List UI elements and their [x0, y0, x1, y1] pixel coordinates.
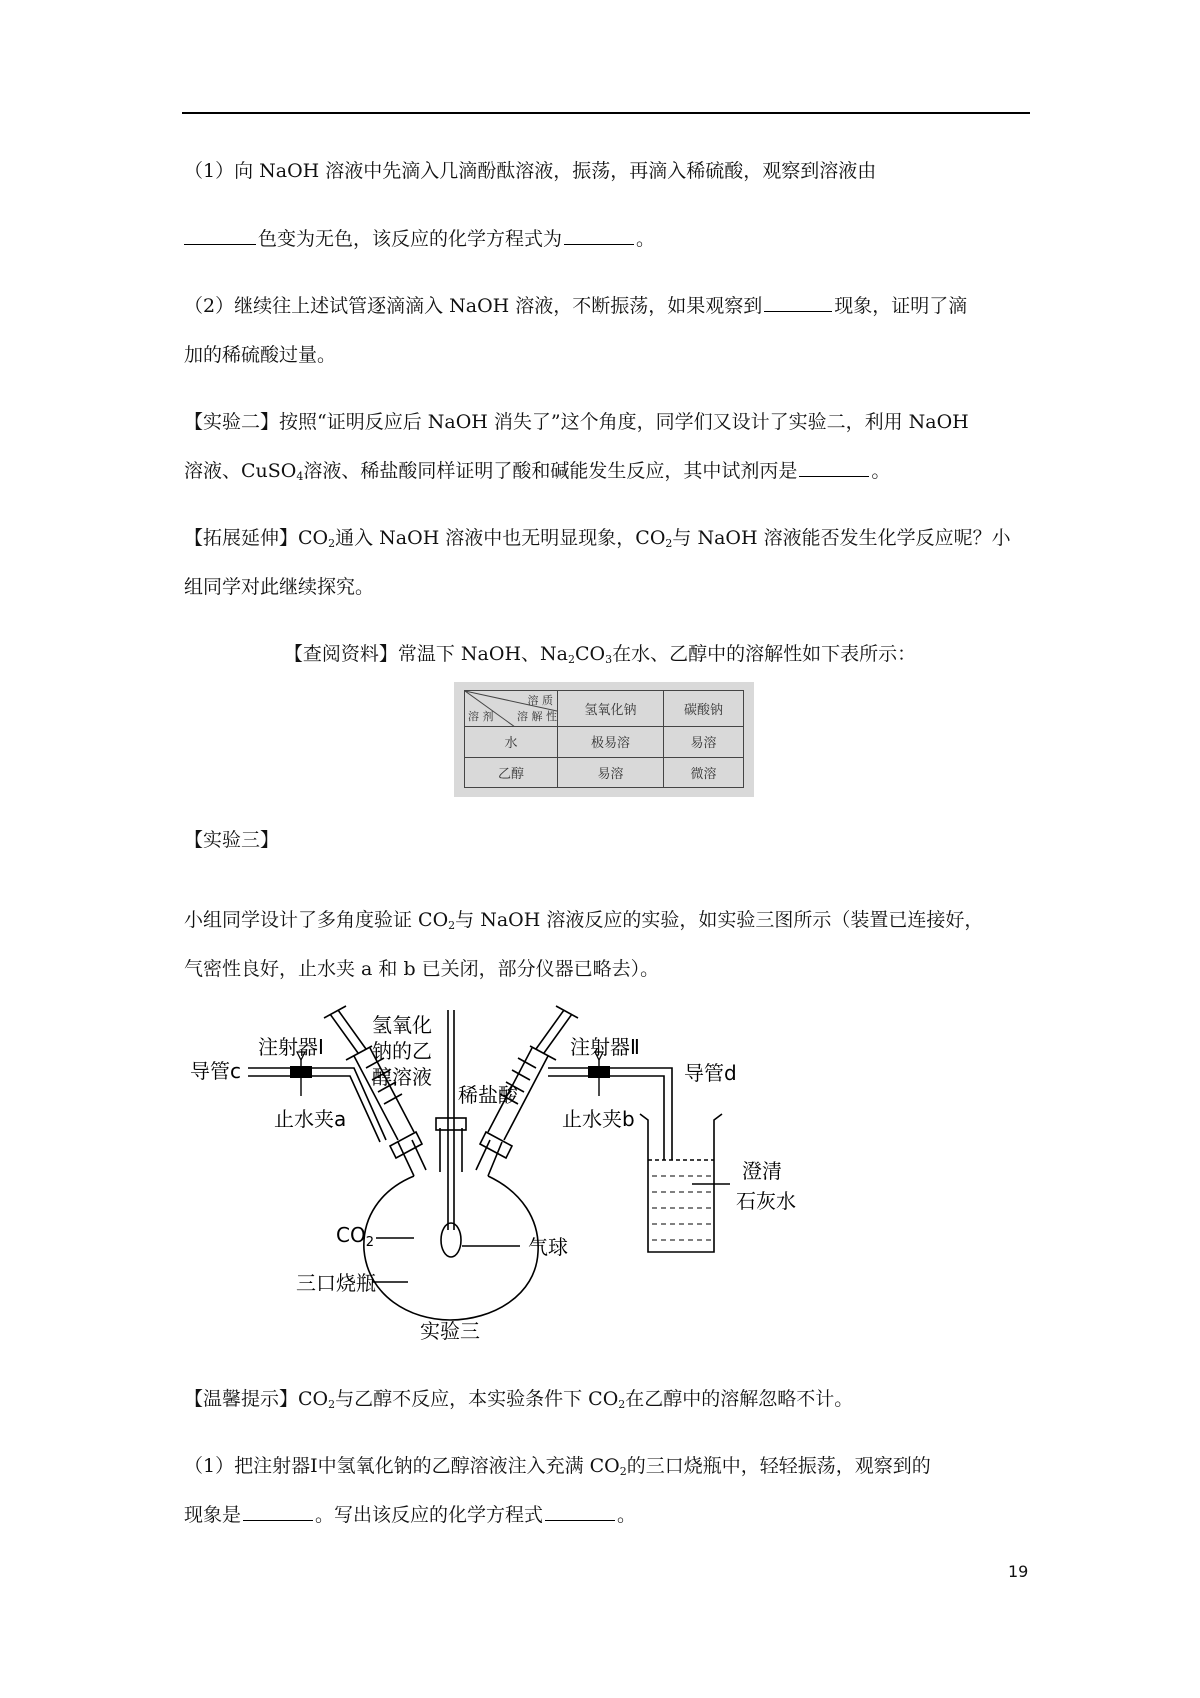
exp3-line1 — [184, 907, 983, 939]
table-cell: 易溶 — [663, 727, 743, 758]
table-cell: 微溶 — [663, 757, 743, 788]
label-balloon: 气球 — [528, 1235, 568, 1259]
answer-blank[interactable] — [799, 458, 869, 477]
lookup-text-c: 在水、乙醇中的溶解性如下表所示： — [612, 643, 917, 665]
left-stopper — [390, 1132, 422, 1158]
subscript: 2 — [567, 653, 575, 666]
exp2-line1 — [184, 409, 969, 435]
table-cell: 水 — [465, 727, 558, 758]
table-cell: 极易溶 — [558, 727, 664, 758]
subscript: 2 — [618, 1398, 626, 1411]
q3-line2 — [184, 1502, 636, 1528]
exp2-line2 — [184, 458, 890, 490]
co2-subscript: 2 — [365, 1235, 374, 1250]
answer-blank[interactable] — [564, 226, 634, 245]
subscript: 2 — [328, 537, 336, 550]
subscript: 2 — [328, 1398, 336, 1411]
beaker — [640, 1114, 722, 1252]
q1-line1 — [184, 158, 876, 184]
exp3-text-b: 与 NaOH 溶液反应的实验，如实验三图所示（装置已连接好， — [455, 909, 984, 931]
label-limewater-1: 澄清 — [742, 1159, 782, 1183]
q1-line2 — [184, 226, 655, 252]
subscript: 3 — [605, 653, 613, 666]
q2-text: （2）继续往上述试管逐滴滴入 NaOH 溶液，不断振荡，如果观察到 — [184, 295, 763, 317]
label-co2 — [336, 1223, 374, 1250]
header-rule — [182, 112, 1030, 114]
answer-blank[interactable] — [545, 1502, 615, 1521]
extend-line1 — [184, 525, 1011, 557]
exp3-title — [184, 827, 279, 853]
table-cell: 易溶 — [558, 757, 664, 788]
tip-text-b: 与乙醇不反应，本实验条件下 CO — [335, 1388, 619, 1410]
label-solution-3: 醇溶液 — [372, 1065, 432, 1089]
q3-text-a: （1）把注射器Ⅰ中氢氧化钠的乙醇溶液注入充满 CO — [184, 1455, 620, 1477]
table-header-na2co3: 碳酸钠 — [663, 691, 743, 727]
middle-tube — [448, 1010, 454, 1230]
tip-text-c: 在乙醇中的溶解忽略不计。 — [625, 1388, 854, 1410]
corner-solute: 溶 质 — [527, 694, 553, 707]
q1-text-2: 色变为无色，该反应的化学方程式为 — [258, 228, 563, 250]
q3-text-d: 。写出该反应的化学方程式 — [315, 1504, 544, 1526]
label-tube-c: 导管c — [190, 1059, 241, 1083]
extend-line2 — [184, 574, 374, 600]
label-solution-1: 氢氧化 — [372, 1013, 432, 1037]
corner-solvent: 溶 剂 — [468, 710, 494, 723]
subscript: 2 — [448, 919, 456, 932]
subscript: 2 — [665, 537, 673, 550]
page-number: 19 — [1008, 1562, 1029, 1581]
table-cell: 乙醇 — [465, 757, 558, 788]
exp2-end: 。 — [871, 460, 891, 482]
answer-blank[interactable] — [184, 226, 256, 245]
q3-end: 。 — [617, 1504, 637, 1526]
label-flask: 三口烧瓶 — [296, 1271, 376, 1295]
flask-middle-neck — [440, 1128, 462, 1172]
co2-text: CO — [336, 1223, 366, 1247]
apparatus-diagram — [0, 1000, 1200, 1360]
exp3-title-text: 【实验三】 — [184, 829, 280, 851]
label-solution-2: 钠的乙 — [372, 1039, 432, 1063]
answer-blank[interactable] — [243, 1502, 313, 1521]
label-limewater-2: 石灰水 — [736, 1189, 796, 1213]
flask-left-neck — [398, 1140, 426, 1176]
limewater — [652, 1176, 712, 1240]
balloon — [441, 1223, 461, 1257]
exp2-text: 【实验二】按照“证明反应后 NaOH 消失了”这个角度，同学们又设计了实验二，利用 NaOH — [184, 411, 969, 433]
label-clamp-a: 止水夹a — [274, 1107, 347, 1131]
q2-line1 — [184, 293, 967, 319]
q2-text-2: 加的稀硫酸过量。 — [184, 344, 337, 366]
diagram-caption: 实验三 — [420, 1319, 480, 1343]
corner-solubility: 溶 解 性 — [517, 710, 557, 723]
lookup-text-b: CO — [574, 643, 606, 665]
answer-blank[interactable] — [764, 293, 832, 312]
q3-text-b: 的三口烧瓶中，轻轻振荡，观察到的 — [626, 1455, 931, 1477]
subscript: 2 — [619, 1465, 627, 1478]
flask-right-neck — [476, 1140, 502, 1176]
right-stopper — [480, 1132, 512, 1158]
flask-body — [364, 1176, 538, 1320]
solubility-table — [464, 690, 744, 788]
tip-text-a: 【温馨提示】CO — [184, 1388, 329, 1410]
extend-text-2: 组同学对此继续探究。 — [184, 576, 375, 598]
q3-line1 — [184, 1453, 931, 1485]
q2-text-b: 现象，证明了滴 — [834, 295, 968, 317]
label-hcl: 稀盐酸 — [458, 1083, 518, 1107]
label-syringe-2: 注射器Ⅱ — [570, 1035, 640, 1059]
label-syringe-1: 注射器Ⅰ — [258, 1035, 324, 1059]
q1-end: 。 — [636, 228, 656, 250]
extend-text-c: 与 NaOH 溶液能否发生化学反应呢？小 — [672, 527, 1011, 549]
exp3-text-2: 气密性良好，止水夹 a 和 b 已关闭，部分仪器已略去）。 — [184, 958, 660, 980]
label-clamp-b: 止水夹b — [562, 1107, 635, 1131]
exp2-text-a: 溶液、CuSO — [184, 460, 297, 482]
lookup-text-a: 【查阅资料】常温下 NaOH、Na — [283, 643, 568, 665]
solubility-table-image — [454, 682, 754, 797]
tip-line — [184, 1386, 853, 1418]
exp3-line2 — [184, 956, 659, 982]
q1-text: （1）向 NaOH 溶液中先滴入几滴酚酞溶液，振荡，再滴入稀硫酸，观察到溶液由 — [184, 160, 877, 182]
q2-line2 — [184, 342, 336, 368]
lookup-line — [0, 641, 1200, 673]
table-header-naoh: 氢氧化钠 — [558, 691, 664, 727]
table-corner-cell — [465, 691, 558, 727]
exp2-text-b: 溶液、稀盐酸同样证明了酸和碱能发生反应，其中试剂丙是 — [303, 460, 798, 482]
exp3-text-a: 小组同学设计了多角度验证 CO — [184, 909, 449, 931]
subscript: 4 — [296, 470, 304, 483]
q3-text-c: 现象是 — [184, 1504, 242, 1526]
extend-text-b: 通入 NaOH 溶液中也无明显现象，CO — [335, 527, 666, 549]
extend-text-a: 【拓展延伸】CO — [184, 527, 329, 549]
label-tube-d: 导管d — [684, 1061, 737, 1085]
